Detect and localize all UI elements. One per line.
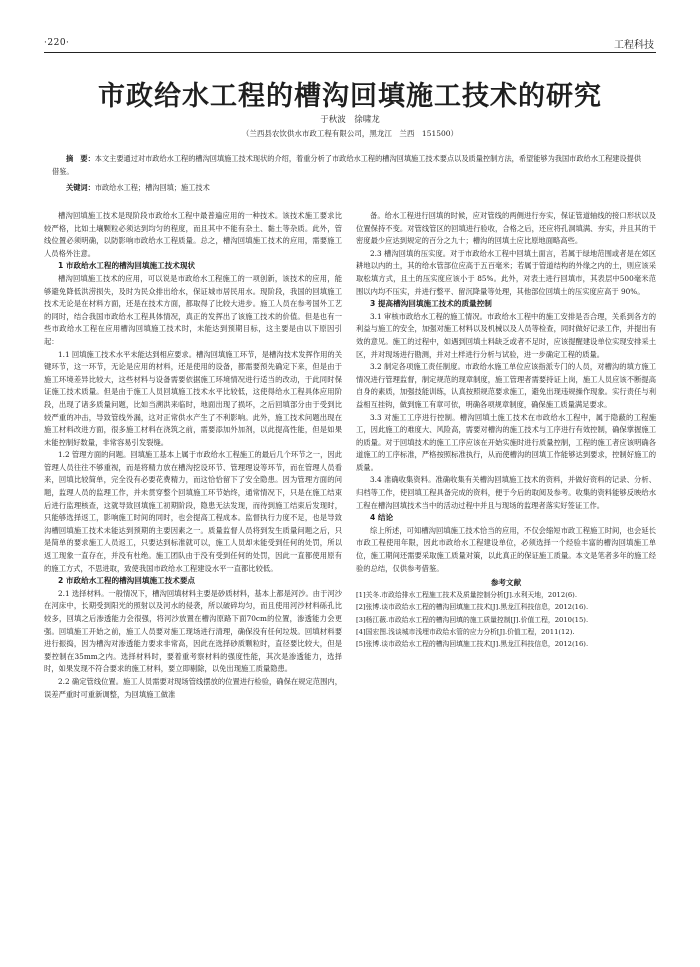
paragraph: 3.4 准确收集资料。准确收集有关槽沟回填施工技术的资料，并做好资料的记录、分析、归档等工作，使回填工程具备完成的资料，便于今后的取阅及参考。收集的资料能够反映给水工程在槽沟回填技术当中的活动过程中并且与现场的监理者落实好签证工作。 <box>356 475 656 510</box>
section-heading: 3 提高槽沟回填施工技术的质量控制 <box>370 299 492 309</box>
paragraph: 备。给水工程进行回填的时候，应对管线的两侧进行夯实，保证管道轴线的接口形状以及位置保持不变。对管线管区的回填进行验收，合格之后，还应将孔洞填满、夯实，并且其的干密度最少应达到规定的百分之九十；槽沟的回填土应比原地面略高些。 <box>356 211 656 246</box>
abstract <box>52 152 648 178</box>
section-heading: 4 结论 <box>370 513 394 523</box>
article-title: 市政给水工程的槽沟回填施工技术的研究 <box>98 81 602 112</box>
affiliation: （兰西县农饮供水市政工程有限公司，黑龙江 兰西 151500） <box>241 129 459 138</box>
body-right-column <box>356 210 656 650</box>
body-left-column <box>44 210 342 701</box>
paragraph: 3.2 制定各项施工责任制度。市政给水施工单位应该指派专门的人员，对槽沟的填方施工情况进行管理监督，制定规范的现章制度，施工管理者需要持证上岗，施工人员应该不断提高自身的素质，加强技能训练，认真按照规范要求施工，避免出现违规操作现象。实行责任与利益相互挂钩，做到施工有章可依，明确各项规章制度，确保施工质量满足要求。 <box>356 362 656 409</box>
paragraph: 3.1 审核市政给水工程的施工情况。市政给水工程中的施工安排是否合理，关系到各方的利益与施工的安全，加强对施工材料以及机械以及人员等检查，同时做好记录工作，并提出有效的意见。施工的过程中，如遇到回填土料缺乏或者不足时，应该提醒建设单位实现安排采土区，并对现场进行勘测，并对土样进行分析与试验，进一步确定工程的质量。 <box>356 311 656 359</box>
paragraph: 3.3 对施工工序进行控制。槽沟回填土施工技术在市政给水工程中，属于隐蔽的工程施工，因此施工的难度大、风险高，需要对槽沟的施工技术与工序进行有效控制，确保掌握施工的质量。对于回填技术的施工工序应该在开始实施时进行质量控制，工程的施工者应该明确各道施工的工序标准，严格按照标准执行，从而使槽沟的回填工作能够达到要求，控制好施工的质量。 <box>356 412 656 472</box>
paragraph: 综上所述，可知槽沟回填施工技术恰当的应用，不仅会缩短市政工程施工时间，也会延长市政工程使用年限，因此市政给水工程建设单位，必须选择一个经验丰富的槽沟回填施工单位，施工期间还需要采取施工质量对策，以此真正的保证施工质量。本文是笔者多年的施工经验的总结，仅供参考借鉴。 <box>356 525 656 573</box>
paragraph: 1.2 管理方面的问题。回填施工基本上属于市政给水工程施工的最后几个环节之一，因此管理人员往往不够重视，而是将精力放在槽沟挖设环节、管理理设等环节，而在管理人员看来，回填比较简单，完全没有必要花费精力，而这恰恰留下了安全隐患。因为管理方面的问题，监理人员的监理工作，并未贯穿整个回填施工环节始终，通常情况下，只是在施工结束后进行监理核查，这就导致回填施工初期阶段，隐患无法发现，而待到施工结束后发现时，只能够选择返工，影响施工时间的同时，也会提高工程成本。监督执行力度不足，也是导致沟槽回填施工技术未能达到预期的主要因素之一。质量监督人员将到发生质量问题之后，只是简单的要求施工人员返工，只要达到标准就可以，施工人员却未能受到任何的处罚，所以返工现象一直存在，并没有杜绝。施工团队由于没有受到任何的处罚，因此一直都使用原有的施工方式，不思进取，致使我国市政给水工程建设水平一直都比较低。 <box>44 450 342 573</box>
header-divider <box>44 52 656 53</box>
reference-item: [3]杨江薇.市政给水工程的槽沟回填的施工质量控制[J].价值工程，2010(15). <box>356 615 589 624</box>
page-number: ·220· <box>44 38 70 48</box>
paragraph: 1.1 回填施工技术水平未能达到相应要求。槽沟回填施工环节，是槽沟技术发挥作用的关键环节，这一环节，无论是应用的材料，还是使用的设备，都需要预先确定下来，但是由于施工环境差异比较大，这些材料与设备需要依据施工环境情况进行适当的改动，于此同时保证施工技术质量。但是由于施工人员回填施工技术水平比较低，这使得给水工程具体应用阶段，出现了诸多质量问题，比如当溯洪来临时，地面出现了损坏，之后回填部分由于受到比较严重的冲击，导致管线外漏，这对正常供水产生了不利影响。此外，施工技术问题出现在施工材料改进方面，很多施工材料在浇筑之前，需要添加外加剂，以此提高性能，但是如果未能控制好数量，非常容易引发裂缝。 <box>44 349 342 447</box>
reference-item: [4]国宏图.浅谈城市浅埋市政给水管的应力分析[J].价值工程，2011(12). <box>356 627 575 636</box>
paragraph: 2.1 选择材料。一般情况下，槽沟回填材料主要是砂质材料，基本上都是河沙。由于河沙在河床中，长期受到阳光的照射以及河水的侵袭，所以破碎均匀，而且使用河沙材料砾孔比较多，回填之后渗透能力会很强，将河沙放置在槽沟原路下面70cm的位置，渗透能力会更强。回填施工开始之前，施工人员要对施工现场进行清理，确保没有任何垃圾。回填材料要进行振捣，因为槽沟对渗透能力要求非常高，因此在选择砂质颗粒时，直径要比较大，但是要控制在35mm之内。选择材料时，要着重考察材料的强度性能，其次是渗透能力，选择时，如果发现不符合要求的施工材料，要立即剔除，以免出现施工质量隐患。 <box>44 588 342 674</box>
section-heading: 2 市政给水工程的槽沟回填施工技术要点 <box>58 576 196 586</box>
keywords-label: 关键词： <box>66 183 95 192</box>
reference-item: [2]张博.谈市政给水工程的槽沟回填施工技术[J].黑龙江科技信息，2012(16). <box>356 603 589 612</box>
reference-item: [1]关冬.市政给排水工程施工技术及质量控制分析[J].水利天地，2012(6). <box>356 591 577 600</box>
authors: 于秋波 徐啸龙 <box>320 115 380 125</box>
journal-section: 工程科技 <box>614 40 654 51</box>
paragraph: 槽沟回填施工技术的应用，可以说是市政给水工程施工的一项创新，该技术的应用，能够避免降低洪涝损失，及时为民众排出给水，保证城市居民用水。现阶段，我国的回填施工技术无论是在材料方面，还是在技术方面，都取得了比较大进步。施工人员在参考国外工艺的同时，结合我国市政给水工程具体情况，真正的发挥出了该施工技术的价值。但是也有一些市政给水工程在应用槽沟回填施工技术时，未能达到预期目标，这主要是由以下原因引起： <box>44 273 342 346</box>
reference-item: [5]张博.谈市政给水工程的槽沟回填施工技术[J].黑龙江科技信息，2012(16). <box>356 640 589 649</box>
keywords <box>52 181 648 194</box>
references-heading: 参考文献 <box>490 578 522 588</box>
paragraph: 2.3 槽沟回填的压实度。对于市政给水工程中回填土面言，若属于绿地范围或者是在郊区耕地以内的土，其的给水管部位应高于五百毫米；若属于管道结构的外缘之内的土，则应该采取松填方式，且土的压实度应该小于 85%。此外，对表土进行回填市，其表层中500毫米范围以内均不压实，并进行整平、留沉降量等处理，其他部位回填土的压实度应高于 90%。 <box>356 248 656 296</box>
abstract-label: 摘 要： <box>66 154 95 163</box>
paragraph: 槽沟回填施工技术是现阶段市政给水工程中最普遍应用的一种技术。该技术施工要求比较严格，比如土壤颗粒必须达到均匀的程度，而且其中不能有杂土、黏土等杂质。此外，管线位置必须明确，以防影响市政给水工程质量。总之，槽沟回填施工技术的应用，需要施工人员格外注意。 <box>44 211 342 258</box>
keywords-text: 市政给水工程；槽沟回填；施工技术 <box>94 183 210 192</box>
section-heading: 1 市政给水工程的槽沟回填施工技术现状 <box>58 261 196 271</box>
abstract-text: 本文主要通过对市政给水工程的槽沟回填施工技术现状的介绍，着重分析了市政给水工程的槽沟回填施工技术要点以及质量控制方法，希望能够为我国市政给水工程建设提供借鉴。 <box>52 154 642 176</box>
paragraph: 2.2 确定管线位置。施工人员需要对现场管线摆放的位置进行检验，确保在规定范围内，误差严重时可重新调整，为回填施工做准 <box>44 676 342 699</box>
